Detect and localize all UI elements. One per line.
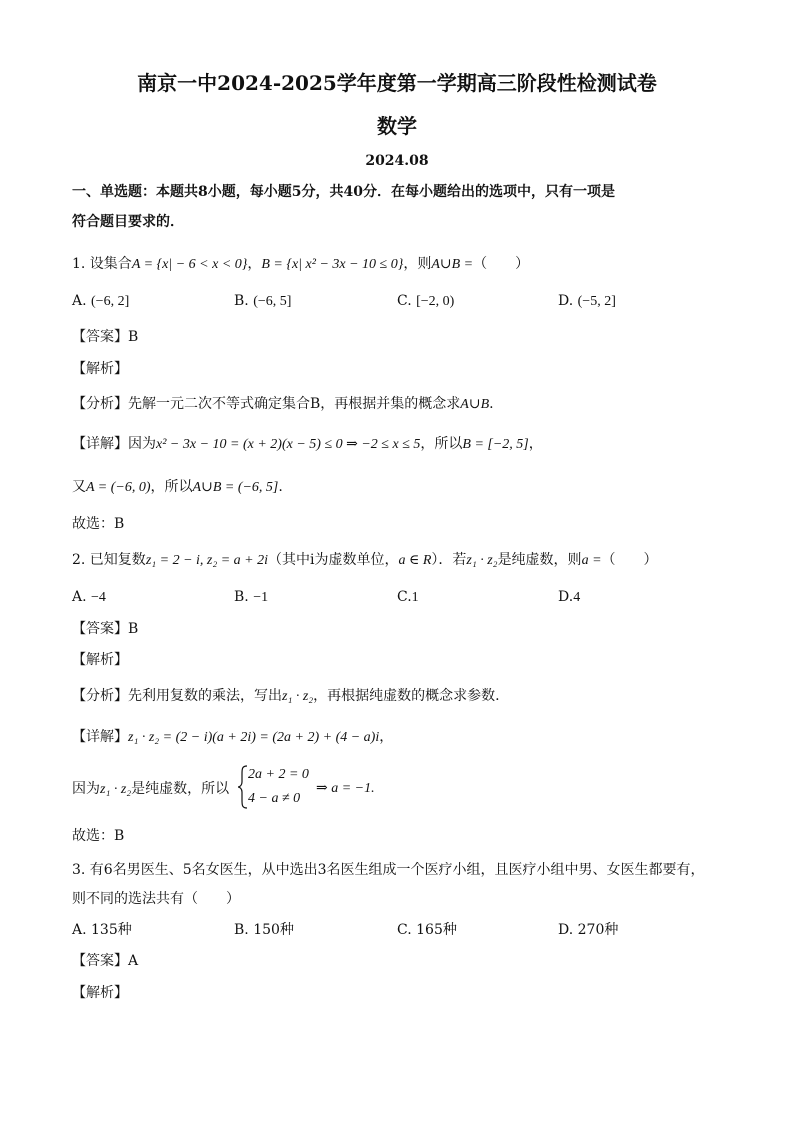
q2-detail [72,727,393,748]
q1-set-a: A = {x| − 6 < x < 0} [131,257,248,272]
q2-option-a-value: −4 [91,590,106,605]
q3-stem-line1: 3. 有6名男医生、5名女医生，从中选出3名医生组成一个医疗小组，且医疗小组中男、女医生都要有， [72,862,705,878]
q1-answer-tag: 【答案】 [72,329,128,345]
q2-detail-line2 [72,779,229,800]
q1-sep: ， [247,256,262,272]
q3-option-b-value: 150种 [253,922,294,938]
q1-option-d [558,291,616,312]
q2-fenxi-math: z₁ · z₂ [282,689,314,704]
section-heading-line2: 符合题目要求的． [72,214,184,230]
q2-choose: 故选：B [72,828,125,844]
q1-union: A∪B = [431,257,474,272]
q1-line2-end: . [278,479,283,495]
q1-detail-math1: x² − 3x − 10 = (x + 2)(x − 5) ≤ 0 ⇒ −2 ≤ x ≤ 5 [156,437,421,452]
q1-option-c [397,291,454,312]
q3-option-c-label: C. [397,922,412,938]
q2-option-b-label: B. [234,589,249,605]
q2-option-a [72,587,106,608]
q1-detail-text1: 因为 [128,436,156,452]
q1-option-d-label: D. [558,293,574,309]
q2-option-c-value: 1 [411,590,419,605]
q2-option-c [397,587,419,608]
q1-option-d-value: (−5, 2] [577,294,616,309]
q2-stem-mid: （其中i为虚数单位， [268,552,399,568]
q2-option-d-value: 4 [573,590,581,605]
q1-fenxi-tag: 【分析】 [72,396,128,412]
q1-detail [72,434,543,455]
q3-option-d-value: 270种 [577,922,619,938]
q2-stem-mid2: ）．若 [431,552,467,568]
exam-subject: 数学 [377,114,417,138]
q1-detail-line2 [72,477,283,498]
q3-answer-value: A [128,953,139,969]
q2-answer-tag: 【答案】 [72,621,128,637]
q1-option-b-label: B. [234,293,249,309]
q2-detail-math: z₁ · z₂ = (2 − i)(a + 2i) = (2a + 2) + (4 − a)i [128,730,380,745]
q1-answer [72,327,138,347]
q3-option-d-label: D. [558,922,574,938]
q3-option-b [234,920,294,940]
q1-option-c-value: [−2, 0) [416,294,455,309]
q1-option-b [234,291,291,312]
q3-analysis-tag: 【解析】 [72,985,128,1001]
exam-date: 2024.08 [365,153,429,169]
q1-fenxi [72,394,494,415]
q1-blank: （ ） [473,256,530,272]
q2-detail-end: ， [379,729,394,745]
q2-fenxi [72,686,500,707]
q1-line2-text2: ，所以 [150,479,193,495]
q2-stem [72,550,658,571]
q1-detail-text2: ，所以 [420,436,463,452]
q3-option-d [558,920,618,940]
q2-option-d-label: D. [558,589,574,605]
q2-a-eq: a = [581,553,602,568]
q3-answer [72,951,138,971]
q1-fenxi-end: . [489,396,494,412]
q1-detail-math2: B = [−2, 5] [462,437,529,452]
q1-option-a [72,291,129,312]
q2-fenxi-tag: 【分析】 [72,688,128,704]
q2-system-result: ⇒ a = −1. [316,781,375,796]
q2-fenxi-text1: 先利用复数的乘法，写出 [128,688,282,704]
q2-option-b-value: −1 [253,590,269,605]
q1-analysis-tag: 【解析】 [72,361,128,377]
q1-fenxi-math: A∪B [460,397,490,412]
q1-stem-prefix: 1. 设集合 [72,256,132,272]
q1-stem [72,254,529,275]
q1-fenxi-text: 先解一元二次不等式确定集合B，再根据并集的概念求 [128,396,461,412]
q2-system-line1: 2a + 2 = 0 [248,767,309,782]
q2-line2-text1: 因为 [72,781,100,797]
q3-stem-line2: 则不同的选法共有（ ） [72,891,240,907]
q3-option-a-label: A. [72,922,87,938]
q2-option-a-label: A. [72,589,87,605]
q3-option-c [397,920,457,940]
q1-answer-value: B [128,329,139,345]
q1-set-b: B = {x| x² − 3x − 10 ≤ 0} [261,257,404,272]
q2-line2-math1: z₁ · z₂ [100,782,132,797]
q1-option-a-value: (−6, 2] [91,294,130,309]
q1-option-b-value: (−6, 5] [253,294,292,309]
q1-choose: 故选：B [72,516,125,532]
q2-blank: （ ） [601,552,658,568]
q2-detail-tag: 【详解】 [72,729,128,745]
section-heading-line1: 一、单选题：本题共8小题，每小题5分，共40分．在每小题给出的选项中，只有一项是 [72,184,615,200]
q2-stem-mid3: 是纯虚数，则 [497,552,582,568]
q2-fenxi-text2: ，再根据纯虚数的概念求参数. [313,688,500,704]
q2-option-c-label: C. [397,589,412,605]
q1-detail-end: ， [528,436,543,452]
exam-title: 南京一中2024-2025学年度第一学期高三阶段性检测试卷 [137,71,657,95]
q2-answer [72,619,138,639]
q3-answer-tag: 【答案】 [72,953,128,969]
q3-option-a [72,920,132,940]
q2-prod: z₁ · z₂ [466,553,498,568]
q2-option-d [558,587,580,608]
q3-option-b-label: B. [234,922,249,938]
q2-analysis-tag: 【解析】 [72,652,128,668]
q1-line2-math1: A = (−6, 0) [86,480,151,495]
q1-option-c-label: C. [397,293,412,309]
q2-answer-value: B [128,621,139,637]
q3-option-a-value: 135种 [91,922,132,938]
q1-line2-text1: 又 [72,479,86,495]
q1-detail-tag: 【详解】 [72,436,128,452]
q1-stem-suffix: ，则 [403,256,432,272]
q2-a-real: a ∈ R [398,553,432,568]
q3-option-c-value: 165种 [416,922,457,938]
q2-z-def: z₁ = 2 − i, z₂ = a + 2i [145,553,269,568]
q2-line2-text2: 是纯虚数，所以 [131,781,230,797]
q2-stem-prefix: 2. 已知复数 [72,552,146,568]
q1-line2-math2: A∪B = (−6, 5] [192,480,279,495]
q2-option-b [234,587,268,608]
q1-option-a-label: A. [72,293,87,309]
q2-system-line2: 4 − a ≠ 0 [248,791,301,806]
